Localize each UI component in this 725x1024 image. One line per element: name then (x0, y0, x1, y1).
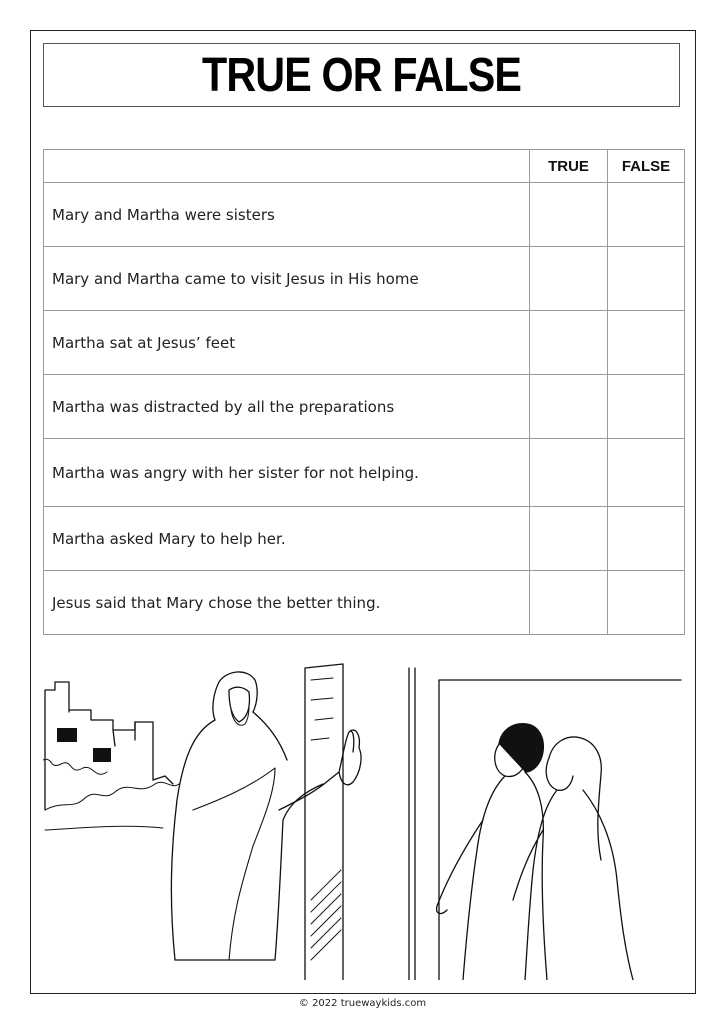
statement-cell: Martha sat at Jesus’ feet (44, 311, 530, 375)
mary-body (525, 790, 633, 980)
true-answer-cell[interactable] (530, 507, 608, 571)
statement-cell: Martha was distracted by all the preparations (44, 375, 530, 439)
false-answer-cell[interactable] (608, 507, 685, 571)
table-header-row (44, 150, 685, 183)
true-answer-cell[interactable] (530, 375, 608, 439)
jesus-sash (193, 768, 275, 960)
false-answer-cell[interactable] (608, 247, 685, 311)
false-answer-cell[interactable] (608, 439, 685, 507)
mary-hair (549, 737, 601, 860)
true-answer-cell[interactable] (530, 571, 608, 635)
door-bricks (311, 678, 333, 740)
title-box (43, 43, 680, 107)
table-row (44, 375, 685, 439)
illustration-jesus-mary-martha (43, 660, 684, 980)
village-buildings (45, 682, 153, 810)
true-answer-cell[interactable] (530, 247, 608, 311)
bushes (43, 759, 179, 830)
true-answer-cell[interactable] (530, 183, 608, 247)
page-title: TRUE OR FALSE (201, 48, 522, 102)
mary-face (546, 758, 573, 790)
statement-cell: Jesus said that Mary chose the better thing. (44, 571, 530, 635)
table-row (44, 247, 685, 311)
table-row (44, 183, 685, 247)
header-false: FALSE (608, 150, 685, 183)
martha-arm (437, 820, 483, 913)
right-door-frame (409, 668, 681, 980)
header-true: TRUE (530, 150, 608, 183)
true-false-table (43, 149, 685, 635)
statement-cell: Mary and Martha came to visit Jesus in His home (44, 247, 530, 311)
right-scene (409, 668, 681, 980)
header-statement (44, 150, 530, 183)
footer-copyright: © 2022 truewaykids.com (298, 998, 427, 1009)
table-row (44, 571, 685, 635)
village-rooftops (113, 722, 173, 784)
true-answer-cell[interactable] (530, 439, 608, 507)
false-answer-cell[interactable] (608, 375, 685, 439)
jesus-robe (171, 712, 323, 960)
jesus-face (229, 687, 250, 722)
window-dark (93, 748, 111, 762)
statement-cell: Martha asked Mary to help her. (44, 507, 530, 571)
martha-body (463, 772, 547, 980)
martha-hair (499, 724, 543, 772)
false-answer-cell[interactable] (608, 183, 685, 247)
mary-arm (513, 830, 543, 900)
door-frame (305, 664, 343, 980)
table-row (44, 507, 685, 571)
true-answer-cell[interactable] (530, 311, 608, 375)
left-scene (43, 664, 361, 980)
false-answer-cell[interactable] (608, 571, 685, 635)
window-dark (57, 728, 77, 742)
jesus-hand (339, 730, 361, 785)
jesus-head-cloth (213, 672, 257, 720)
table-row (44, 439, 685, 507)
false-answer-cell[interactable] (608, 311, 685, 375)
door-hatching (311, 870, 341, 960)
statement-cell: Mary and Martha were sisters (44, 183, 530, 247)
table-row (44, 311, 685, 375)
statement-cell: Martha was angry with her sister for not helping. (44, 439, 530, 507)
